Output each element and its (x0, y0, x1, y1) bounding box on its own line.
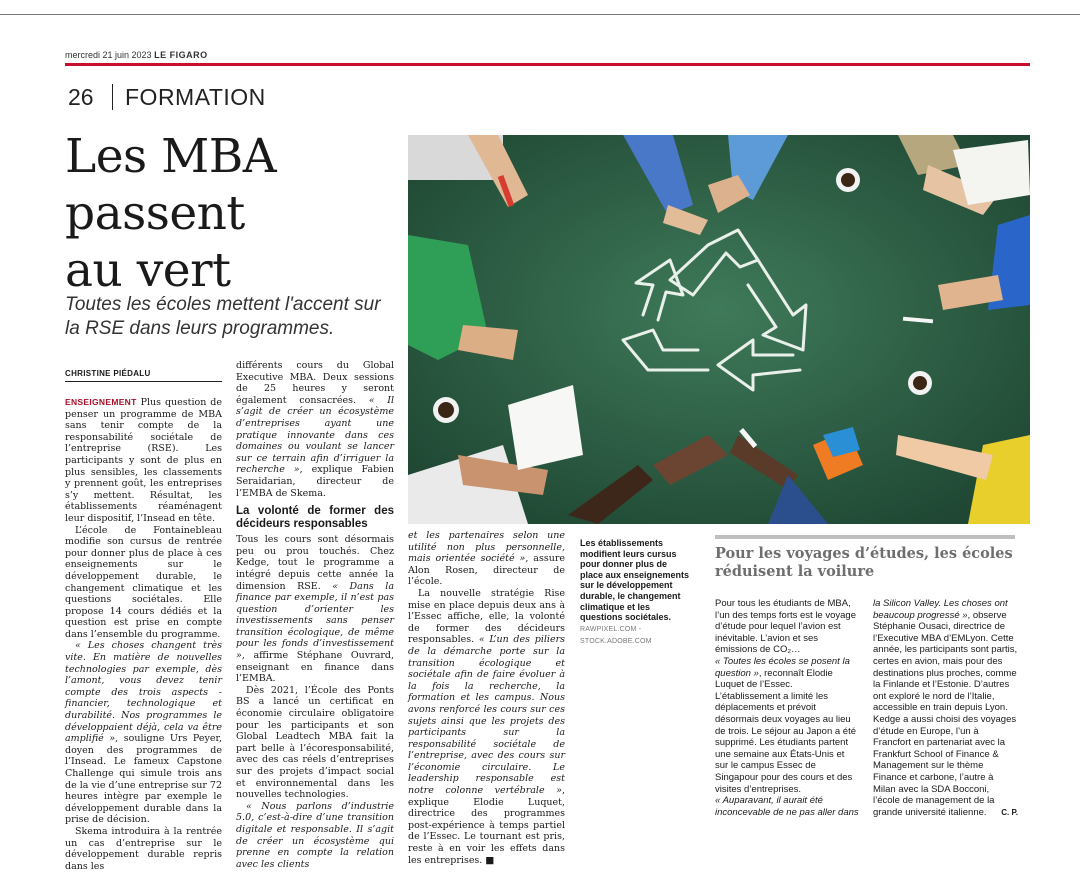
paragraph: différents cours du Global Executive MBA. Deux sessions de 25 heures y seront également consacrées. « Il s’agit de créer un écosystème d’entreprises ayant une pratique innovante dans ces domaines ou voulant se lancer sur ce terrain afin d’irriguer la recherche », explique Fabien Seraidarian, directeur de l’EMBA de Skema. (236, 360, 395, 499)
lead-word: ENSEIGNEMENT (65, 397, 137, 407)
paragraph: la Silicon Valley. Les choses ont beaucoup progressé », observe Stéphanie Ousaci, directrice de l’Executive MBA d’EMLyon. Cette année, les participants sont partis, certes en avion, mais pour des destinations plus proches, comme la Finlande et l’Estonie. D’autres ont exploré le nord de l’Italie, accessible en train depuis Lyon. Kedge a aussi choisi des voyages d’étude en Europe, l’un à Francfort en partenariat avec la Frankfurt School of Finance & Management sur le thème Finance et carbone, l’autre à Milan avec la SDA Bocconi, l’école de management de la grande université italienne. C. P. (873, 598, 1018, 818)
quote: « Dans la finance par exemple, il n’est pas question d’orienter les investissements sans penser transition écologique, de même pour les fonds d’investissement » (236, 580, 394, 662)
headline-line: passent (65, 186, 245, 241)
subheading: La volonté de former des décideurs responsables (236, 505, 394, 531)
photo-caption: Les établissements modifient leurs cursus pour donner plus de place aux enseignements sur le développement durable, le changement climatique et les questions sociétales. RAWPIXEL.COM - STOCK.ADOBE.COM (580, 538, 690, 646)
author-signature: C. P. (1001, 807, 1018, 817)
sidebar-rule (715, 535, 1015, 539)
quote: « Les choses changent très vite. En matière de nouvelles technologies par exemple, dès l’amont, vous devez tenir compte des trois aspects - financier, technologique et durabilité. Nos programmes le développaient déjà, cela va être amplifié » (65, 640, 222, 745)
byline: CHRISTINE PIÉDALU (65, 369, 222, 382)
sidebar-column-1 (715, 598, 860, 818)
paragraph: Tous les cours sont désormais peu ou prou touchés. Chez Kedge, tout le programme a intégré depuis cette année la dimension RSE. « Dans la finance par exemple, il n’est pas question d’orienter les investissements sans penser transition écologique, de même pour les fonds d’investissement », affirme Stéphane Ouvrard, enseignant en finance dans l’EMBA. (236, 534, 394, 685)
paragraph (236, 801, 394, 871)
article-column-2 (236, 360, 394, 870)
quote: « Nous parlons d’industrie 5.0, c’est-à-dire d’une transition digitale et responsable. Il s’agit de créer un écosystème qui prenne en compte la relation avec les clients (236, 800, 394, 870)
header-red-rule (65, 63, 1030, 66)
newspaper-name: LE FIGARO (154, 50, 208, 60)
quote: « Auparavant, il aurait été inconcevable de ne pas aller dans (715, 795, 859, 818)
header-divider (112, 84, 113, 110)
paragraph (715, 795, 860, 818)
paragraph: « Toutes les écoles se posent la question », reconnaît Elodie Luquet de l’Essec. L’établissement a limité les déplacements et prévoit désormais deux voyages au lieu de trois. Le séjour au Japon a été supprimé. Les étudiants partent une semaine aux États-Unis et sur le campus Essec de Singapour pour des cours et des visites d’entreprises. (715, 655, 857, 795)
headline-line: Les MBA (65, 129, 277, 184)
quote: « Toutes les écoles se posent la question » (715, 655, 850, 679)
photo-credit: RAWPIXEL.COM - STOCK.ADOBE.COM (580, 625, 652, 646)
sidebar-column-2 (873, 598, 1018, 818)
paragraph: L’école de Fontainebleau modifie son cursus de rentrée pour donner plus de place à ces enseignements sur le développement durable, le changement climatique et les questions sociétales. Elle propose 14 cours dédiés et la question est prise en compte dans l’ensemble du programme. (65, 524, 222, 640)
paragraph: ENSEIGNEMENT Plus question de penser un programme de MBA sans tenir compte de la responsabilité sociétale de l’entreprise (RSE). Les participants y sont de plus en plus sensibles, les classements y prennent goût, les entreprises s’y mettent. Résultat, les établissements réaménagent leur dispositif, l’Insead en tête. (65, 397, 222, 524)
paragraph: La nouvelle stratégie Rise mise en place depuis deux ans à l’Essec affiche, elle, la volonté de former des décideurs responsables. « L’un des piliers de la démarche porte sur la transition écologique et sociétale afin de faire évoluer à la fois la recherche, la formation et les campus. Nous avons renforcé les cours sur ces sujets ainsi que les projets des participants sur la responsabilité sociétale de l’entreprise, avec des cours sur l’économie circulaire. Le leadership responsable est notre colonne vertébrale », explique Elodie Luquet, directrice des programmes post-expérience à temps partiel de l’Essec. Le tournant est pris, reste à en voir les effets dans les entreprises. ■ (408, 587, 565, 866)
section-title: FORMATION (125, 84, 266, 110)
article-column-3 (408, 530, 565, 866)
paragraph: « Les choses changent très vite. En matière de nouvelles technologies par exemple, dès l’amont, vous devez tenir compte des trois aspects - financier, technologique et durabilité. Nos programmes le développaient déjà, cela va être amplifié », souligne Urs Peyer, doyen des programmes de l’Insead. Le fameux Capstone Challenge qui simule trois ans de la vie d’une entreprise sur 72 heures intègre par exemple le développement durable dans la prise de décision. (65, 640, 223, 826)
page-number: 26 (68, 84, 94, 110)
paragraph: Dès 2021, l’École des Ponts BS a lancé un certificat en économie circulaire obligatoire pour les participants et son Global Leadtech MBA fait la part belle à l’écoresponsabilité, avec des cas réels d’entreprises sur des projets d’impact social et environnemental dans les nouvelles technologies. (236, 684, 394, 801)
paragraph: Skema introduira à la rentrée un cas d’entreprise sur le développement durable repris dans les (65, 825, 222, 872)
article-column-1 (65, 397, 222, 872)
quote: et les partenaires selon une utilité non plus personnelle, mais orientée société » (408, 530, 565, 565)
quote: « Il s’agit de créer un écosystème d’entreprises ayant une pratique innovante dans ces domaines ou voulant se lancer sur ce terrain afin d’irriguer la recherche » (236, 394, 395, 476)
paragraph: et les partenaires selon une utilité non plus personnelle, mais orientée société », assure Alon Rosen, directeur de l’école. (408, 530, 565, 588)
quote: « L’un des piliers de la démarche porte sur la transition écologique et sociétale afin de faire évoluer à la fois la recherche, la formation et les campus. Nous avons renforcé les cours sur ces sujets ainsi que les projets des participants sur la responsabilité sociétale de l’entreprise, avec des cours sur l’économie circulaire. Le leadership responsable est notre colonne vertébrale » (408, 634, 565, 797)
dateline (65, 50, 208, 60)
paragraph: Pour tous les étudiants de MBA, l’un des temps forts est le voyage d’étude pour lequel l’avion est inévitable. L’avion et ses émissions de CO₂… (715, 598, 856, 656)
issue-date: mercredi 21 juin 2023 (65, 50, 152, 60)
top-rule (0, 14, 1080, 15)
quote: la Silicon Valley. Les choses ont beaucoup progressé » (873, 598, 1008, 621)
chalkboard-meeting-illustration (408, 135, 1030, 524)
headline (65, 128, 395, 299)
headline-line: au vert (65, 243, 231, 298)
article-photo (408, 135, 1030, 524)
sidebar-title: Pour les voyages d’études, les écoles réduisent la voilure (715, 545, 1013, 580)
standfirst: Toutes les écoles mettent l'accent sur la RSE dans leurs programmes. (65, 294, 381, 339)
